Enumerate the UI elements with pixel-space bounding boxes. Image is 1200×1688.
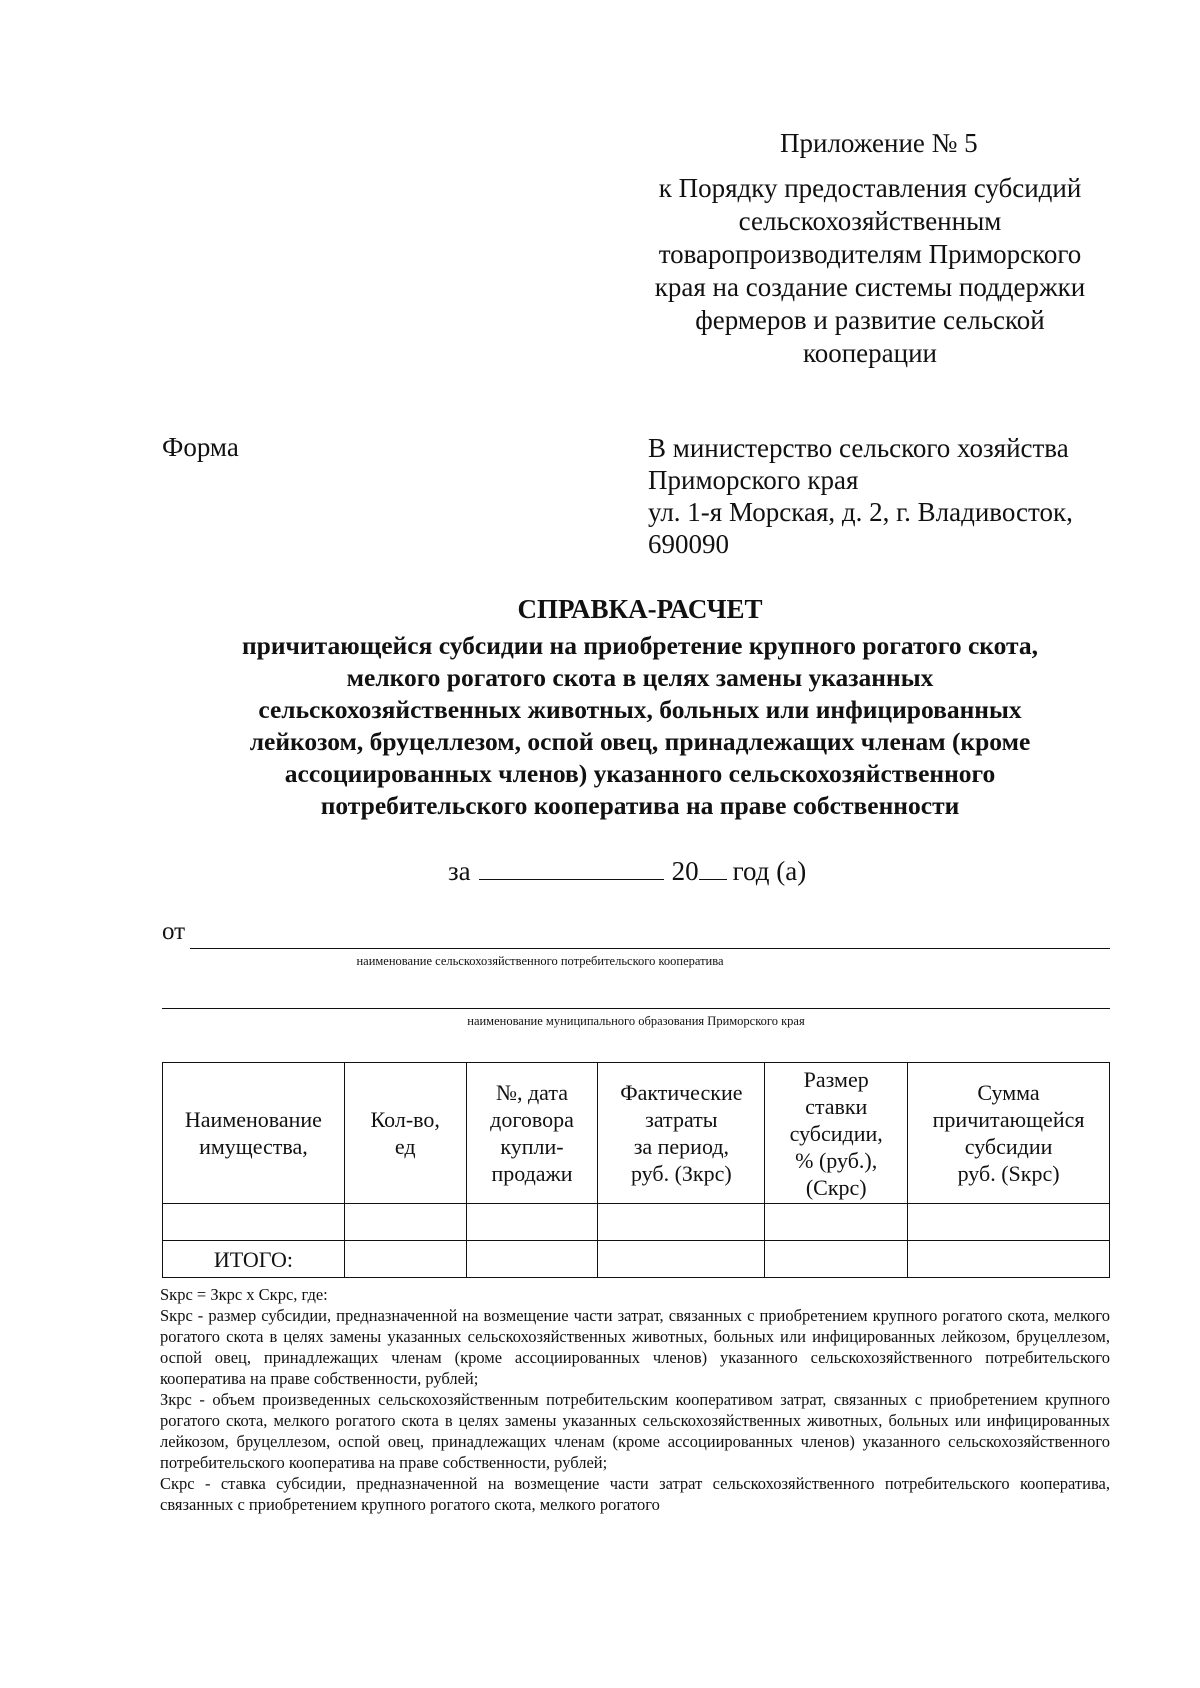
- cooperative-caption: наименование сельскохозяйственного потребительского кооператива: [356, 954, 724, 968]
- table-cell[interactable]: [344, 1204, 466, 1241]
- table-row: [163, 1204, 1110, 1241]
- from-label: от: [162, 918, 186, 945]
- header-subsidy-rate: Размер ставки субсидии, % (руб.), (Скрс): [765, 1063, 908, 1204]
- formula-notes: [160, 1284, 1110, 1515]
- formula-line: Sкрс = Зкрс х Скрс, где:: [160, 1285, 328, 1304]
- addressee-line: В министерство сельского хозяйства: [648, 433, 1069, 463]
- document-subtitle-line: мелкого рогатого скота в целях замены указанных: [346, 663, 934, 692]
- table-cell[interactable]: [344, 1241, 466, 1278]
- year-blank-field[interactable]: [699, 875, 727, 880]
- period-year-prefix: 20: [671, 856, 699, 886]
- appendix-subtitle-line: края на создание системы поддержки: [654, 272, 1086, 302]
- table-total-row: [163, 1241, 1110, 1278]
- table-cell[interactable]: [598, 1204, 765, 1241]
- table-cell[interactable]: [765, 1204, 908, 1241]
- header-quantity: Кол-во, ед: [344, 1063, 466, 1204]
- header-property-name: Наименование имущества,: [163, 1063, 345, 1204]
- note-paragraph: Скрс - ставка субсидии, предназначенной на возмещение части затрат сельскохозяйственного потребительского кооператива, связанных с приобретением крупного рогатого скота, мелкого рогатого: [160, 1474, 1110, 1514]
- table-cell[interactable]: [163, 1204, 345, 1241]
- addressee-line: Приморского края: [648, 465, 859, 495]
- table-cell[interactable]: [908, 1204, 1110, 1241]
- header-contract: №, дата договора купли- продажи: [466, 1063, 598, 1204]
- period-blank-field[interactable]: [479, 875, 664, 880]
- appendix-subtitle-line: сельскохозяйственным: [738, 206, 1002, 236]
- period-line: [448, 856, 806, 887]
- cooperative-name-field[interactable]: [190, 948, 1110, 949]
- appendix-subtitle: [610, 172, 1130, 370]
- calculation-table: [162, 1062, 1110, 1278]
- total-label: ИТОГО:: [163, 1241, 345, 1278]
- addressee-block: [648, 432, 1073, 560]
- document-title: СПРАВКА-РАСЧЕТ: [517, 594, 763, 624]
- appendix-subtitle-line: к Порядку предоставления субсидий: [658, 173, 1082, 203]
- document-subtitle-line: потребительского кооператива на праве собственности: [320, 791, 960, 820]
- form-label: Форма: [162, 432, 239, 462]
- table-header-row: [163, 1063, 1110, 1204]
- document-subtitle-line: причитающейся субсидии на приобретение крупного рогатого скота,: [241, 631, 1039, 660]
- period-suffix: год (а): [732, 856, 807, 886]
- appendix-subtitle-line: товаропроизводителям Приморского: [658, 239, 1082, 269]
- appendix-subtitle-line: фермеров и развитие сельской: [695, 305, 1045, 335]
- table-cell[interactable]: [466, 1204, 598, 1241]
- header-subsidy-sum: Сумма причитающейся субсидии руб. (Sкрс): [908, 1063, 1110, 1204]
- appendix-title: Приложение № 5: [780, 128, 978, 158]
- document-subtitle-line: сельскохозяйственных животных, больных или инфицированных: [258, 695, 1022, 724]
- table-cell[interactable]: [466, 1241, 598, 1278]
- municipality-caption: наименование муниципального образования Приморского края: [467, 1014, 805, 1028]
- municipality-name-field[interactable]: [162, 1008, 1110, 1009]
- addressee-line: ул. 1-я Морская, д. 2, г. Владивосток,: [648, 497, 1073, 527]
- document-subtitle: [160, 630, 1120, 822]
- document-subtitle-line: ассоциированных членов) указанного сельскохозяйственного: [284, 759, 996, 788]
- header-actual-costs: Фактические затраты за период, руб. (Зкрс): [598, 1063, 765, 1204]
- note-paragraph: Sкрс - размер субсидии, предназначенной на возмещение части затрат, связанных с приобретением крупного рогатого скота, мелкого рогатого скота в целях замены указанных сельскохозяйственных животных, больных или инфицированных лейкозом, бруцеллезом, оспой овец, принадлежащих членам (кроме ассоциированных членов) указанного сельскохозяйственного потребительского кооператива на праве собственности, рублей;: [160, 1306, 1110, 1388]
- table-cell[interactable]: [598, 1241, 765, 1278]
- appendix-subtitle-line: кооперации: [802, 338, 937, 368]
- document-subtitle-line: лейкозом, бруцеллезом, оспой овец, принадлежащих членам (кроме: [249, 727, 1031, 756]
- table-cell[interactable]: [765, 1241, 908, 1278]
- note-paragraph: Зкрс - объем произведенных сельскохозяйственным потребительским кооперативом затрат, связанных с приобретением крупного рогатого скота, мелкого рогатого скота в целях замены указанных сельскохозяйственных животных, больных или инфицированных лейкозом, бруцеллезом, оспой овец, принадлежащих членам (кроме ассоциированных членов) указанного сельскохозяйственного потребительского кооператива на праве собственности, рублей;: [160, 1390, 1110, 1472]
- table-cell[interactable]: [908, 1241, 1110, 1278]
- addressee-line: 690090: [648, 529, 729, 559]
- period-prefix: за: [448, 856, 471, 886]
